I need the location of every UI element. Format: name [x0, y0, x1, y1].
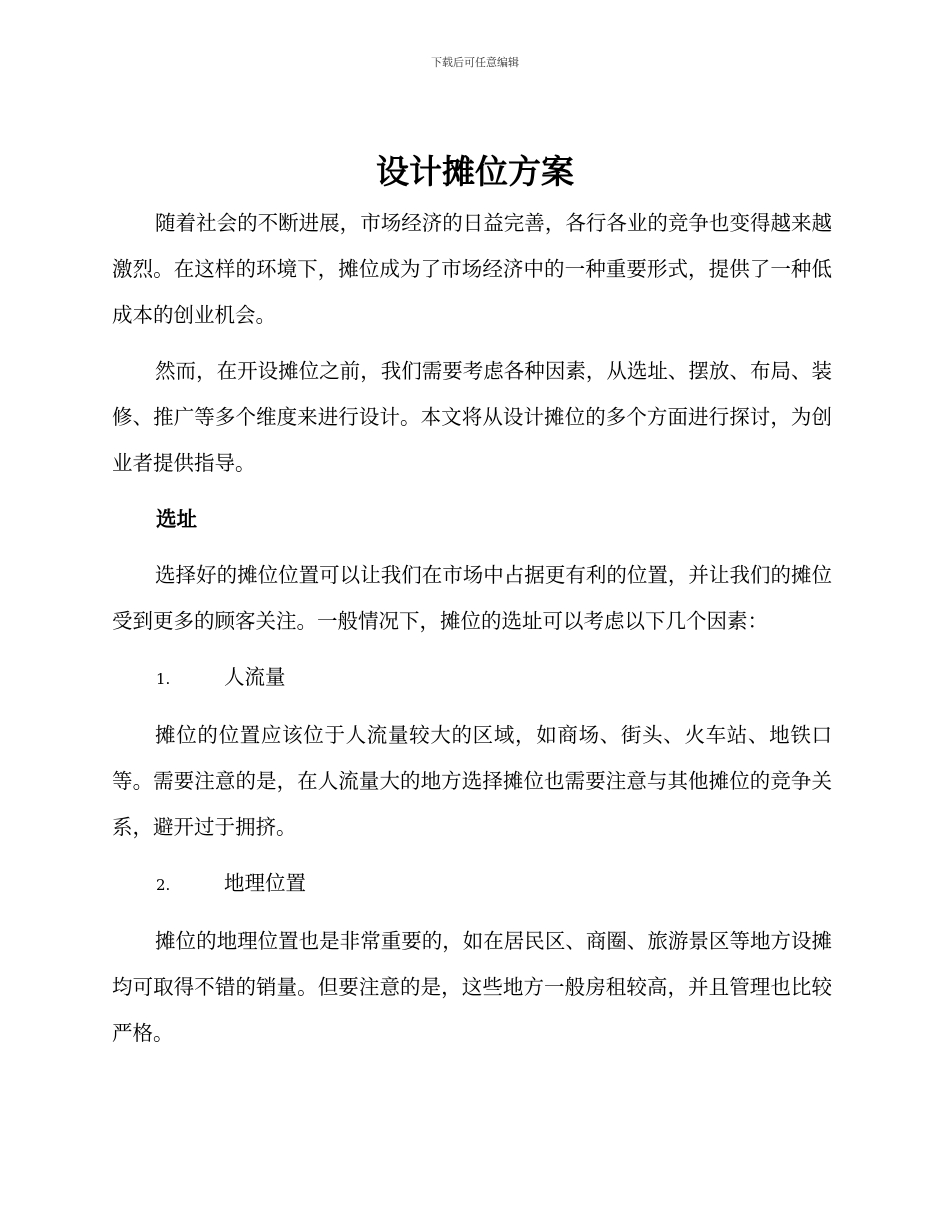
list-label: 人流量 [224, 665, 286, 689]
paragraph-intro-2: 然而，在开设摊位之前，我们需要考虑各种因素，从选址、摆放、布局、装修、推广等多个维度来进行设计。本文将从设计摊位的多个方面进行探讨，为创业者提供指导。 [112, 359, 832, 475]
list-number: 1. [156, 670, 171, 688]
section-heading-location: 选址 [156, 507, 197, 531]
paragraph-traffic: 摊位的位置应该位于人流量较大的区域，如商场、街头、火车站、地铁口等。需要注意的是，在人流量大的地方选择摊位也需要注意与其他摊位的竞争关系，避开过于拥挤。 [112, 723, 832, 839]
header-note: 下载后可任意编辑 [431, 56, 519, 69]
list-number: 2. [156, 876, 171, 894]
document-body [112, 200, 832, 1056]
list-item-geo [112, 860, 832, 908]
list-label: 地理位置 [224, 871, 306, 895]
paragraph-geo: 摊位的地理位置也是非常重要的，如在居民区、商圈、旅游景区等地方设摊均可取得不错的销量。但要注意的是，这些地方一般房租较高，并且管理也比较严格。 [112, 929, 832, 1045]
paragraph-intro-1: 随着社会的不断进展，市场经济的日益完善，各行各业的竞争也变得越来越激烈。在这样的环境下，摊位成为了市场经济中的一种重要形式，提供了一种低成本的创业机会。 [112, 211, 832, 327]
paragraph-location-intro: 选择好的摊位位置可以让我们在市场中占据更有利的位置，并让我们的摊位受到更多的顾客关注。一般情况下，摊位的选址可以考虑以下几个因素： [112, 563, 832, 633]
list-item-traffic [112, 654, 832, 702]
document-title: 设计摊位方案 [376, 152, 574, 191]
